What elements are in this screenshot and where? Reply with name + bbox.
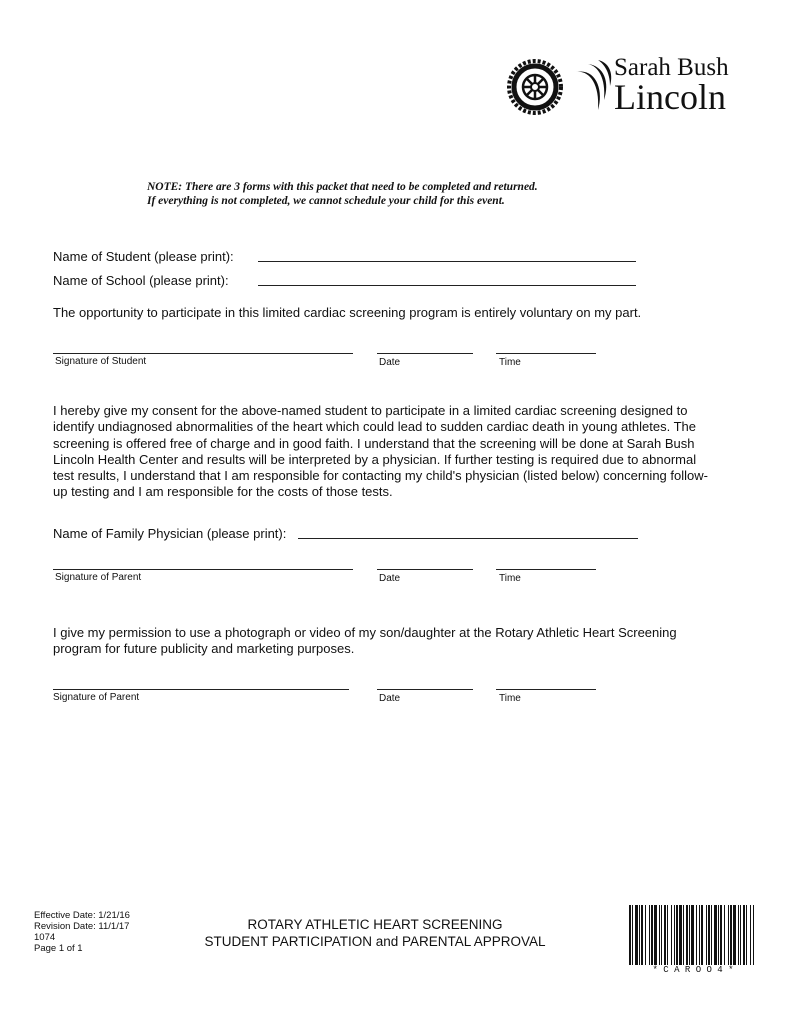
barcode-bar bbox=[718, 905, 719, 965]
date-label: Date bbox=[379, 573, 401, 584]
page-number: Page 1 of 1 bbox=[34, 943, 83, 954]
footer-meta bbox=[34, 910, 130, 954]
barcode-bar bbox=[649, 905, 650, 965]
barcode-bar bbox=[691, 905, 694, 965]
barcode-bar bbox=[708, 905, 710, 965]
photo-time-field[interactable] bbox=[496, 689, 596, 690]
barcode-bar bbox=[639, 905, 640, 965]
barcode-bar bbox=[728, 905, 729, 965]
barcode bbox=[629, 905, 757, 965]
school-name-label: Name of School (please print): bbox=[53, 273, 229, 288]
barcode-bar bbox=[667, 905, 668, 965]
barcode-bar bbox=[730, 905, 732, 965]
consent-paragraph: I hereby give my consent for the above-named student to participate in a limited cardiac screening designed to identify undiagnosed abnormalities of the heart which could lead to sudden cardiac death in young athletes. The screening is offered free of charge and in good faith. I understand that the screening will be done at Sarah Bush Lincoln Health Center and results will be interpreted by a physician. If further testing is required due to abnormal test results, I understand that I am responsible for contacting my child's physician (listed below) concerning follow-up testing and I am responsible for the costs of those tests. bbox=[53, 403, 708, 500]
barcode-bar bbox=[696, 905, 697, 965]
parent-signature-field[interactable] bbox=[53, 569, 353, 570]
date-label: Date bbox=[379, 357, 401, 368]
voluntary-text: The opportunity to participate in this limited cardiac screening program is entirely voluntary on my part. bbox=[53, 305, 642, 320]
barcode-bar bbox=[635, 905, 638, 965]
barcode-bar bbox=[683, 905, 684, 965]
physician-name-field[interactable] bbox=[298, 538, 638, 539]
signature-label: Signature of Student bbox=[55, 356, 147, 367]
logo-line1: Sarah Bush bbox=[614, 54, 729, 81]
time-label: Time bbox=[499, 693, 521, 704]
barcode-bar bbox=[724, 905, 725, 965]
parent-date-field[interactable] bbox=[377, 569, 473, 570]
date-label: Date bbox=[379, 693, 401, 704]
barcode-bar bbox=[740, 905, 741, 965]
student-time-field[interactable] bbox=[496, 353, 596, 354]
footer-title bbox=[180, 916, 570, 950]
time-label: Time bbox=[499, 573, 521, 584]
barcode-bar bbox=[733, 905, 736, 965]
revision-date: Revision Date: 11/1/17 bbox=[34, 921, 130, 932]
barcode-bar bbox=[659, 905, 660, 965]
barcode-bar bbox=[701, 905, 703, 965]
barcode-bar bbox=[706, 905, 707, 965]
rotary-seal-icon bbox=[504, 58, 566, 116]
logo-line2: Lincoln bbox=[614, 77, 726, 117]
time-label: Time bbox=[499, 357, 521, 368]
barcode-bar bbox=[671, 905, 672, 965]
footer-title-line2: STUDENT PARTICIPATION and PARENTAL APPROVAL bbox=[204, 934, 546, 949]
barcode-bar bbox=[654, 905, 657, 965]
footer-title-line1: ROTARY ATHLETIC HEART SCREENING bbox=[247, 917, 503, 932]
note-line2: If everything is not completed, we cannot schedule your child for this event. bbox=[147, 195, 505, 207]
barcode-bar bbox=[699, 905, 700, 965]
photo-parent-signature-field[interactable] bbox=[53, 689, 349, 690]
barcode-bar bbox=[676, 905, 678, 965]
parent-time-field[interactable] bbox=[496, 569, 596, 570]
barcode-bar bbox=[629, 905, 631, 965]
student-signature-field[interactable] bbox=[53, 353, 353, 354]
signature-label: Signature of Parent bbox=[55, 572, 142, 583]
physician-name-label: Name of Family Physician (please print): bbox=[53, 526, 287, 541]
student-name-field[interactable] bbox=[258, 261, 636, 262]
barcode-bar bbox=[743, 905, 745, 965]
sbl-swoosh-icon bbox=[574, 60, 614, 112]
barcode-bar bbox=[632, 905, 633, 965]
student-name-label: Name of Student (please print): bbox=[53, 249, 234, 264]
barcode-bar bbox=[641, 905, 643, 965]
barcode-bar bbox=[645, 905, 646, 965]
barcode-bar bbox=[674, 905, 675, 965]
barcode-bar bbox=[753, 905, 754, 965]
barcode-bar bbox=[720, 905, 722, 965]
barcode-bar bbox=[661, 905, 662, 965]
form-number: 1074 bbox=[34, 932, 56, 943]
signature-label: Signature of Parent bbox=[53, 692, 140, 703]
barcode-bar bbox=[689, 905, 690, 965]
photo-date-field[interactable] bbox=[377, 689, 473, 690]
barcode-text: * C A R O O 4 * bbox=[652, 965, 734, 975]
barcode-bar bbox=[679, 905, 682, 965]
photo-permission-paragraph: I give my permission to use a photograph or video of my son/daughter at the Rotary Athletic Heart Screening program for future publicity and marketing purposes. bbox=[53, 625, 677, 657]
barcode-bar bbox=[746, 905, 747, 965]
barcode-bar bbox=[714, 905, 717, 965]
school-name-field[interactable] bbox=[258, 285, 636, 286]
barcode-bar bbox=[664, 905, 666, 965]
effective-date: Effective Date: 1/21/16 bbox=[34, 910, 130, 921]
note-line1: NOTE: There are 3 forms with this packet that need to be completed and returned. bbox=[147, 181, 538, 193]
student-date-field[interactable] bbox=[377, 353, 473, 354]
barcode-bar bbox=[711, 905, 712, 965]
barcode-bar bbox=[686, 905, 688, 965]
barcode-bar bbox=[738, 905, 739, 965]
barcode-bar bbox=[750, 905, 751, 965]
barcode-bar bbox=[651, 905, 653, 965]
